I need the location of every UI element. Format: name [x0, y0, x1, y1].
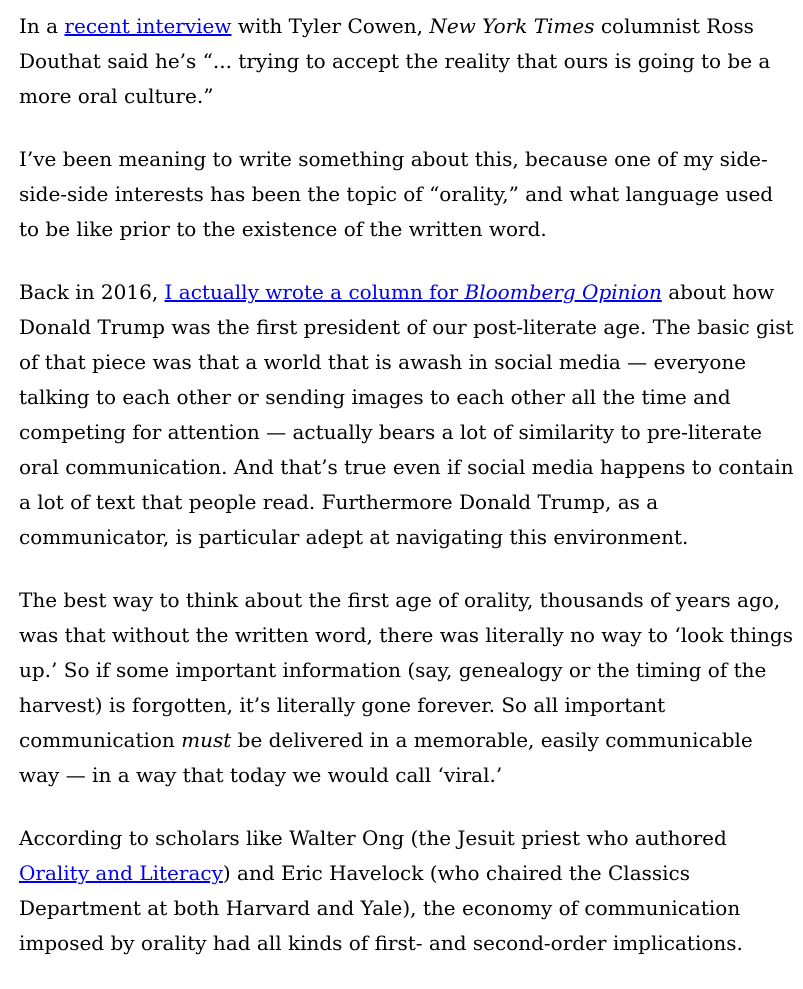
- text-run: New York Times: [429, 14, 595, 38]
- text-run: columnist Ross Douthat said he’s “... trying to accept the reality that ours is going to be a more oral culture.”: [19, 14, 771, 108]
- text-run: be delivered in a memorable, easily communicable way — in a way that today we would call ‘viral.’: [19, 728, 753, 787]
- inline-link[interactable]: Bloomberg Opinion: [464, 280, 662, 304]
- text-run: with Tyler Cowen,: [231, 14, 430, 38]
- inline-link[interactable]: I actually wrote a column for: [164, 280, 465, 304]
- paragraph: [19, 583, 799, 793]
- inline-link[interactable]: Orality and Literacy: [19, 861, 223, 885]
- text-run: In a: [19, 14, 65, 38]
- paragraph: [19, 821, 799, 961]
- text-run: Back in 2016,: [19, 280, 165, 304]
- text-run: about how Donald Trump was the first president of our post-literate age. The basic gist of that piece was that a world that is awash in social media — everyone talking to each other or sending images to each other all the time and competing for attention — actually bears a lot of similarity to pre-literate oral communication. And that’s true even if social media happens to contain a lot of text that people read. Furthermore Donald Trump, as a communicator, is particular adept at navigating this environment.: [19, 280, 794, 549]
- text-run: I’ve been meaning to write something about this, because one of my side-side-side interests has been the topic of “orality,” and what language used to be like prior to the existence of the written word.: [19, 147, 774, 241]
- paragraph: [19, 142, 799, 247]
- paragraph: [19, 275, 799, 555]
- text-run: must: [181, 728, 232, 752]
- text-run: The best way to think about the first age of orality, thousands of years ago, was that without the written word, there was literally no way to ‘look things up.’ So if some important information (say, genealogy or the timing of the harvest) is forgotten, it’s literally gone forever. So all important communication: [19, 588, 793, 752]
- text-run: ) and Eric Havelock (who chaired the Classics Department at both Harvard and Yale), the economy of communication imposed by orality had all kinds of first- and second-order implications.: [19, 861, 743, 955]
- text-run: According to scholars like Walter Ong (the Jesuit priest who authored: [19, 826, 727, 850]
- inline-link[interactable]: recent interview: [64, 14, 232, 38]
- paragraph: [19, 9, 799, 114]
